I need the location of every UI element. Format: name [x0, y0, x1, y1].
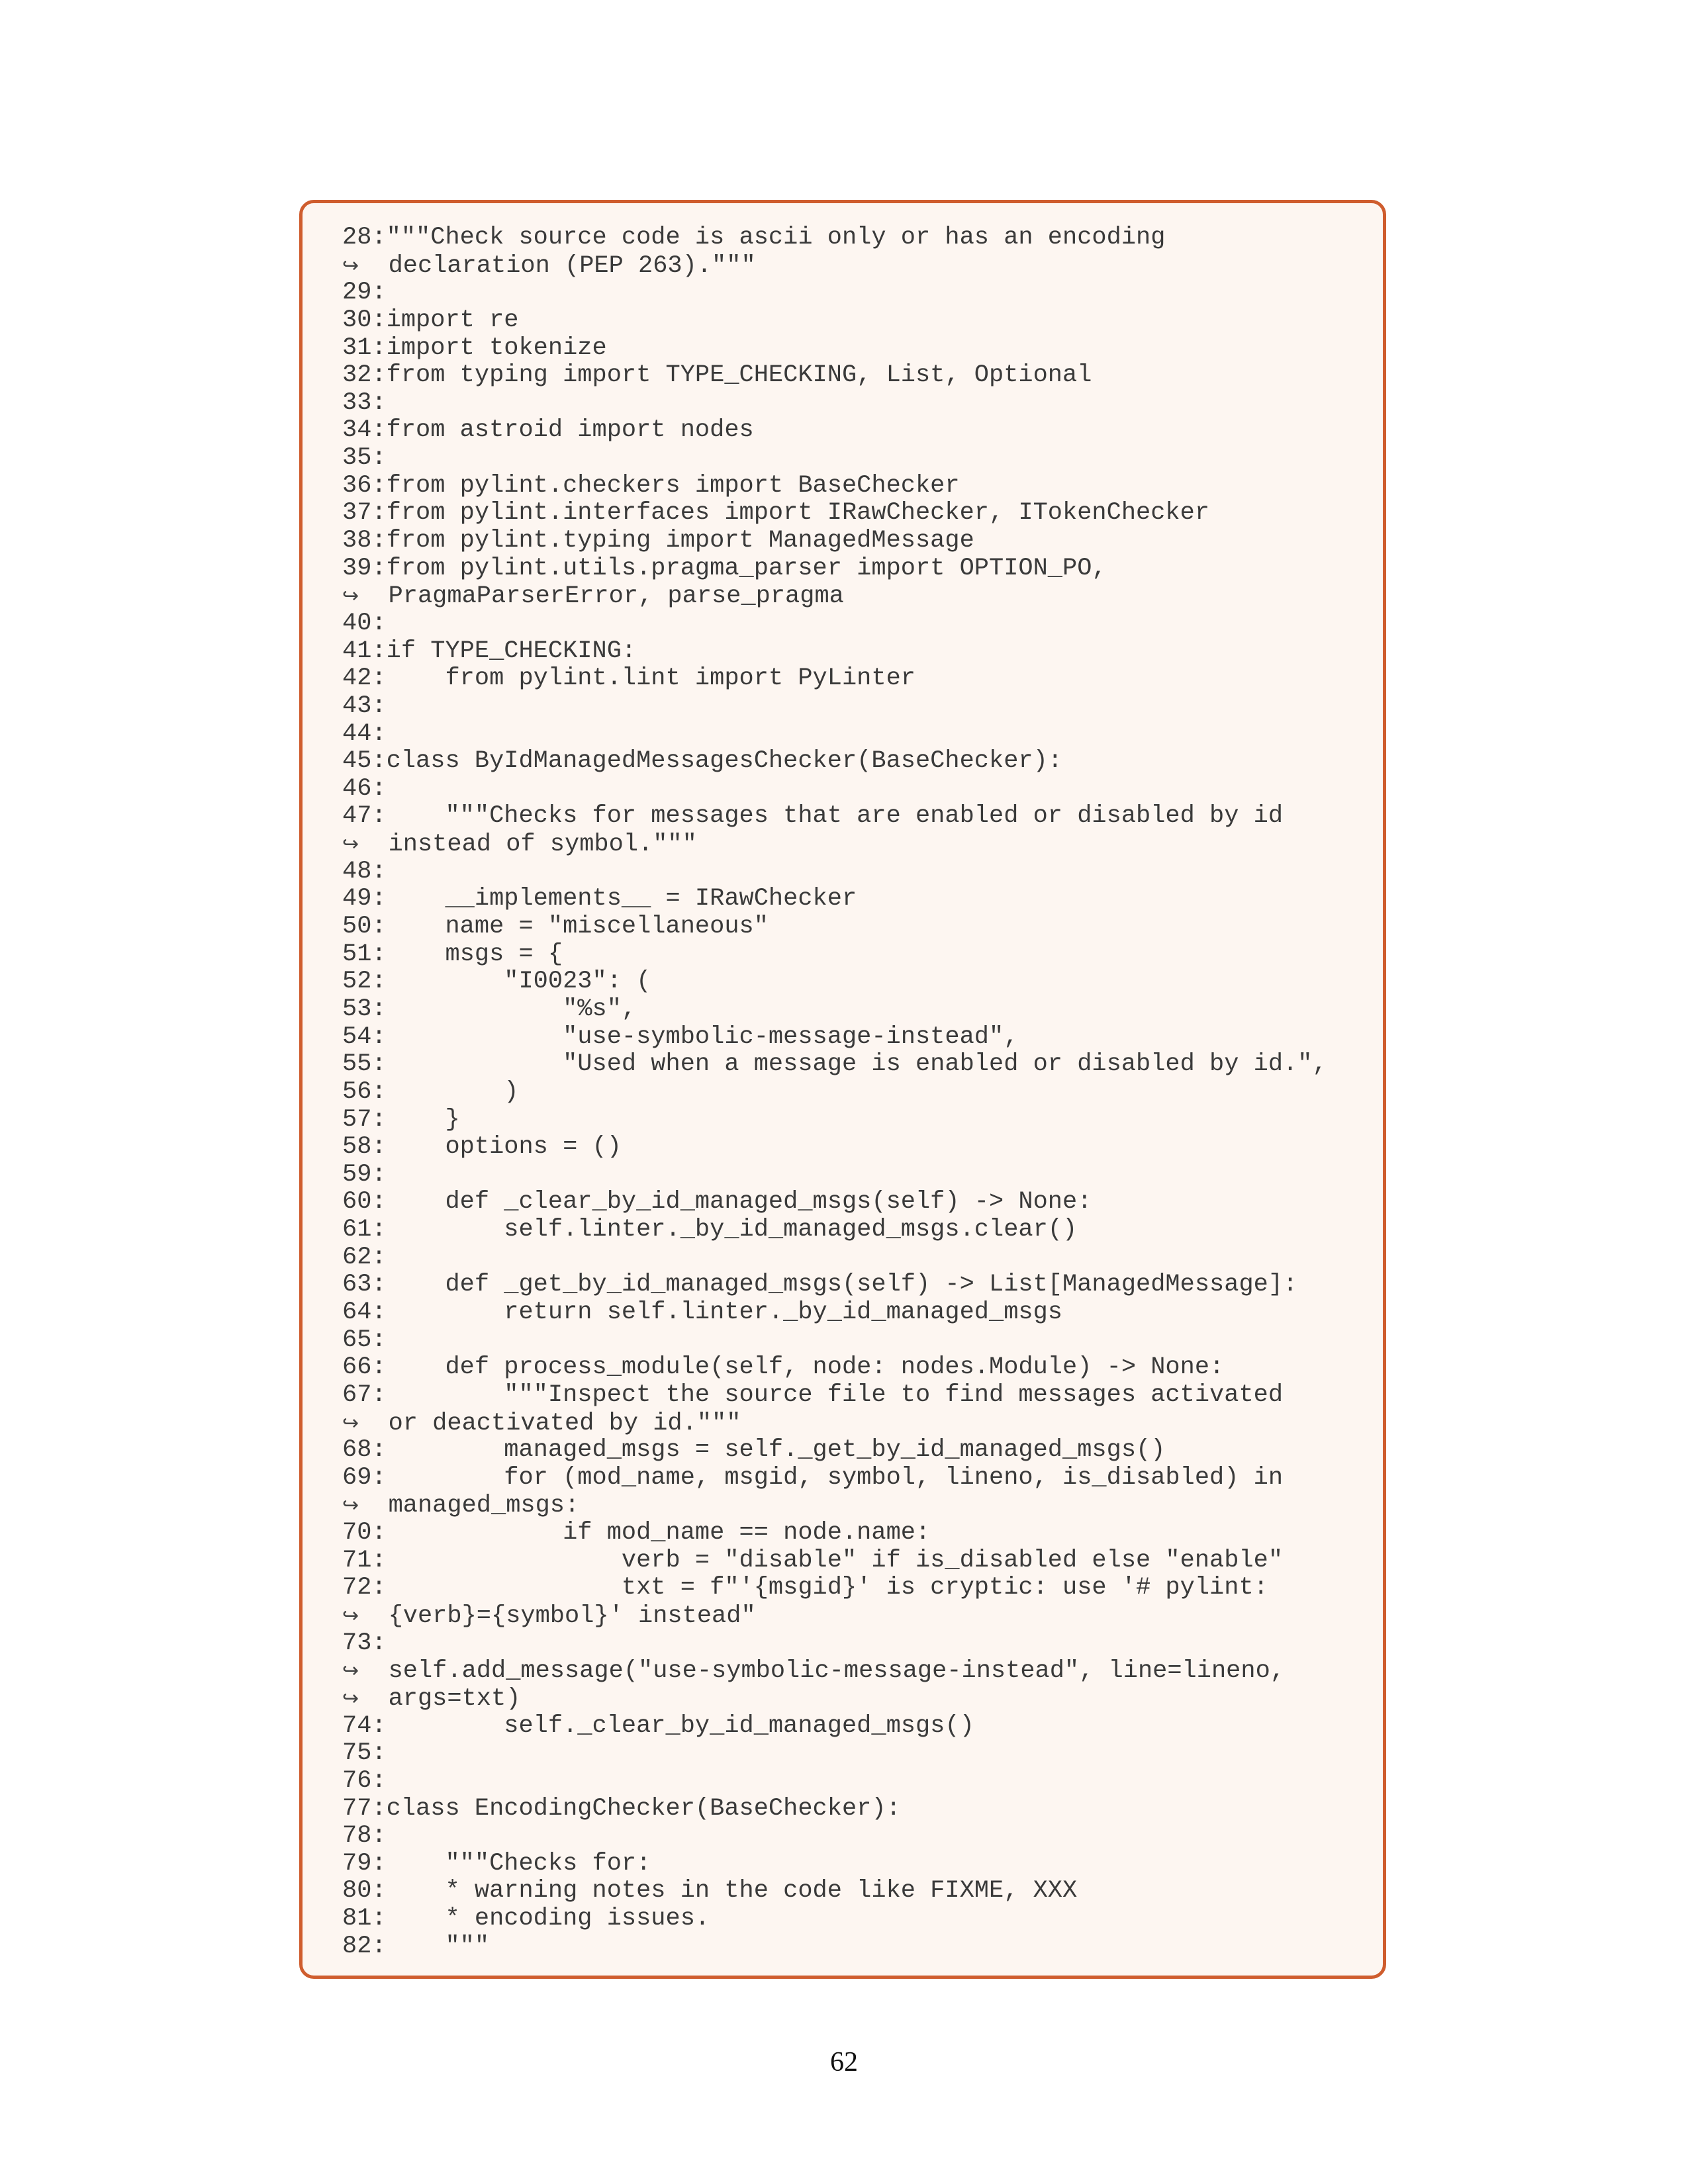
- code-line: [342, 1410, 1327, 1437]
- line-number: 40: [342, 609, 372, 637]
- line-number: 60: [342, 1188, 372, 1216]
- code-line: 65:: [342, 1326, 387, 1354]
- wrap-arrow-icon: ↪: [342, 1604, 359, 1628]
- code-text: name = "miscellaneous": [386, 913, 769, 941]
- code-line: [342, 1492, 1327, 1520]
- code-line: 43:: [342, 692, 387, 720]
- line-number: 56: [342, 1077, 372, 1106]
- code-text: msgs = {: [386, 940, 563, 968]
- line-number: 32: [342, 361, 372, 390]
- wrap-arrow-icon: ↪: [342, 1494, 359, 1518]
- line-number: 72: [342, 1574, 372, 1602]
- code-line: 75:: [342, 1739, 387, 1768]
- line-number: 46: [342, 774, 372, 803]
- line-number: 54: [342, 1023, 372, 1051]
- code-line: 77:class EncodingChecker(BaseChecker):: [342, 1794, 901, 1823]
- code-line: [342, 252, 1327, 280]
- line-number: 74: [342, 1711, 372, 1740]
- code-text: args=txt): [388, 1684, 521, 1713]
- line-number: 52: [342, 968, 372, 996]
- code-line: 34:from astroid import nodes: [342, 416, 754, 445]
- line-number: 67: [342, 1381, 372, 1409]
- line-number: 43: [342, 692, 372, 720]
- code-text: txt = f"'{msgid}' is cryptic: use '# pylint:: [386, 1574, 1268, 1602]
- code-text: managed_msgs:: [388, 1492, 580, 1520]
- wrap-arrow-icon: ↪: [342, 833, 359, 856]
- code-text: managed_msgs = self._get_by_id_managed_msgs(): [386, 1436, 1166, 1465]
- code-text: from pylint.checkers import BaseChecker: [386, 471, 960, 500]
- code-text: """Checks for:: [386, 1849, 651, 1878]
- code-line: 61: self.linter._by_id_managed_msgs.clear(): [342, 1216, 1078, 1244]
- code-line: 50: name = "miscellaneous": [342, 913, 769, 941]
- code-line: 56: ): [342, 1077, 519, 1106]
- line-number: 33: [342, 388, 372, 417]
- code-text: * encoding issues.: [386, 1905, 710, 1933]
- code-text: {verb}={symbol}' instead": [388, 1602, 756, 1631]
- code-line: 68: managed_msgs = self._get_by_id_managed_msgs(): [342, 1436, 1166, 1465]
- code-text: if mod_name == node.name:: [386, 1519, 931, 1547]
- code-line: [342, 582, 1327, 610]
- code-text: __implements__ = IRawChecker: [386, 885, 857, 913]
- code-line: 74: self._clear_by_id_managed_msgs(): [342, 1711, 974, 1740]
- line-number: 47: [342, 802, 372, 831]
- code-line: 31:import tokenize: [342, 334, 607, 362]
- wrap-arrow-icon: ↪: [342, 1686, 359, 1710]
- code-line: 57: }: [342, 1105, 460, 1134]
- code-text: """Checks for messages that are enabled or disabled by id: [386, 802, 1284, 831]
- code-text: }: [386, 1105, 460, 1134]
- line-number: 37: [342, 499, 372, 527]
- code-text: verb = "disable" if is_disabled else "enable": [386, 1546, 1284, 1574]
- line-number: 39: [342, 554, 372, 582]
- code-text: "Used when a message is enabled or disabled by id.",: [386, 1050, 1327, 1079]
- line-number: 69: [342, 1463, 372, 1492]
- code-text: "use-symbolic-message-instead",: [386, 1023, 1019, 1051]
- code-text: from astroid import nodes: [386, 416, 754, 445]
- code-text: self._clear_by_id_managed_msgs(): [386, 1711, 974, 1740]
- code-text: self.linter._by_id_managed_msgs.clear(): [386, 1216, 1078, 1244]
- code-line: 66: def process_module(self, node: nodes.Module) -> None:: [342, 1353, 1225, 1382]
- line-number: 31: [342, 334, 372, 362]
- code-line: 55: "Used when a message is enabled or disabled by id.",: [342, 1050, 1327, 1079]
- code-line: 67: """Inspect the source file to find messages activated: [342, 1381, 1284, 1409]
- code-line: 62:: [342, 1243, 387, 1271]
- line-number: 55: [342, 1050, 372, 1079]
- wrap-arrow-icon: ↪: [342, 1659, 359, 1683]
- code-line: 52: "I0023": (: [342, 968, 651, 996]
- code-text: def process_module(self, node: nodes.Module) -> None:: [386, 1353, 1225, 1382]
- code-line: [342, 1657, 1327, 1685]
- line-number: 38: [342, 527, 372, 555]
- code-line: 46:: [342, 774, 387, 803]
- code-line: 64: return self.linter._by_id_managed_msgs: [342, 1298, 1063, 1326]
- code-text: from pylint.utils.pragma_parser import OPTION_PO,: [386, 554, 1107, 582]
- line-number: 36: [342, 471, 372, 500]
- code-line: 36:from pylint.checkers import BaseChecker: [342, 471, 960, 500]
- code-text: def _get_by_id_managed_msgs(self) -> List[ManagedMessage]:: [386, 1271, 1298, 1299]
- code-line: 79: """Checks for:: [342, 1849, 651, 1878]
- line-number: 81: [342, 1905, 372, 1933]
- code-line: 45:class ByIdManagedMessagesChecker(BaseChecker):: [342, 747, 1063, 776]
- code-text: instead of symbol.""": [388, 831, 697, 859]
- line-number: 59: [342, 1160, 372, 1189]
- line-number: 64: [342, 1298, 372, 1326]
- code-listing: [342, 224, 1327, 1960]
- code-listing-box: [299, 200, 1386, 1979]
- code-line: 28:"""Check source code is ascii only or has an encoding: [342, 224, 1166, 251]
- code-line: 53: "%s",: [342, 995, 637, 1023]
- wrap-arrow-icon: ↪: [342, 584, 359, 608]
- code-line: 32:from typing import TYPE_CHECKING, List, Optional: [342, 361, 1092, 390]
- line-number: 66: [342, 1353, 372, 1382]
- line-number: 62: [342, 1243, 372, 1271]
- code-line: [342, 1685, 1327, 1713]
- code-line: 63: def _get_by_id_managed_msgs(self) -> List[ManagedMessage]:: [342, 1271, 1298, 1299]
- line-number: 73: [342, 1629, 372, 1657]
- code-line: 38:from pylint.typing import ManagedMessage: [342, 527, 974, 555]
- code-text: ): [386, 1077, 519, 1106]
- code-line: 33:: [342, 388, 387, 417]
- code-text: or deactivated by id.""": [388, 1409, 741, 1437]
- code-line: 44:: [342, 719, 387, 748]
- code-text: from pylint.interfaces import IRawChecker, ITokenChecker: [386, 499, 1210, 527]
- line-number: 79: [342, 1849, 372, 1878]
- line-number: 45: [342, 747, 372, 776]
- code-text: class ByIdManagedMessagesChecker(BaseChecker):: [386, 747, 1063, 776]
- line-number: 75: [342, 1739, 372, 1768]
- line-number: 63: [342, 1271, 372, 1299]
- code-line: 54: "use-symbolic-message-instead",: [342, 1023, 1019, 1051]
- line-number: 68: [342, 1436, 372, 1465]
- code-text: if TYPE_CHECKING:: [386, 637, 637, 665]
- code-line: 48:: [342, 857, 387, 886]
- code-text: PragmaParserError, parse_pragma: [388, 582, 844, 611]
- line-number: 78: [342, 1822, 372, 1850]
- code-line: 30:import re: [342, 306, 519, 334]
- line-number: 48: [342, 857, 372, 886]
- code-line: 81: * encoding issues.: [342, 1905, 710, 1933]
- code-line: [342, 1602, 1327, 1630]
- wrap-arrow-icon: ↪: [342, 1411, 359, 1435]
- line-number: 50: [342, 913, 372, 941]
- line-number: 71: [342, 1546, 372, 1574]
- code-line: 70: if mod_name == node.name:: [342, 1519, 931, 1547]
- line-number: 53: [342, 995, 372, 1023]
- code-line: 78:: [342, 1822, 387, 1850]
- line-number: 42: [342, 664, 372, 693]
- code-line: 47: """Checks for messages that are enabled or disabled by id: [342, 802, 1284, 831]
- code-line: 80: * warning notes in the code like FIXME, XXX: [342, 1877, 1078, 1905]
- line-number: 61: [342, 1216, 372, 1244]
- code-text: class EncodingChecker(BaseChecker):: [386, 1794, 901, 1823]
- code-line: 35:: [342, 444, 387, 473]
- line-number: 28: [342, 224, 372, 251]
- code-line: 73:: [342, 1629, 387, 1657]
- code-line: 76:: [342, 1766, 387, 1795]
- line-number: 34: [342, 416, 372, 445]
- code-line: 72: txt = f"'{msgid}' is cryptic: use '# pylint:: [342, 1574, 1268, 1602]
- line-number: 70: [342, 1519, 372, 1547]
- code-text: from pylint.lint import PyLinter: [386, 664, 915, 693]
- code-text: "%s",: [386, 995, 637, 1023]
- code-line: 37:from pylint.interfaces import IRawChecker, ITokenChecker: [342, 499, 1210, 527]
- code-text: """Inspect the source file to find messages activated: [386, 1381, 1284, 1409]
- code-line: 82: """: [342, 1932, 490, 1960]
- code-text: import tokenize: [386, 334, 607, 362]
- line-number: 44: [342, 719, 372, 748]
- line-number: 82: [342, 1932, 372, 1960]
- code-line: 40:: [342, 609, 387, 637]
- line-number: 51: [342, 940, 372, 968]
- line-number: 58: [342, 1133, 372, 1161]
- code-text: options = (): [386, 1133, 622, 1161]
- code-text: for (mod_name, msgid, symbol, lineno, is_disabled) in: [386, 1463, 1284, 1492]
- line-number: 57: [342, 1105, 372, 1134]
- code-text: * warning notes in the code like FIXME, XXX: [386, 1877, 1078, 1905]
- code-line: 69: for (mod_name, msgid, symbol, lineno, is_disabled) in: [342, 1463, 1284, 1492]
- code-line: 60: def _clear_by_id_managed_msgs(self) -> None:: [342, 1188, 1092, 1216]
- code-line: 39:from pylint.utils.pragma_parser import OPTION_PO,: [342, 554, 1107, 582]
- code-text: from pylint.typing import ManagedMessage: [386, 527, 974, 555]
- line-number: 35: [342, 444, 372, 473]
- line-number: 29: [342, 279, 372, 307]
- code-line: 58: options = (): [342, 1133, 622, 1161]
- line-number: 30: [342, 306, 372, 334]
- code-text: def _clear_by_id_managed_msgs(self) -> None:: [386, 1188, 1092, 1216]
- line-number: 65: [342, 1326, 372, 1354]
- code-text: """Check source code is ascii only or has an encoding: [386, 224, 1166, 251]
- line-number: 76: [342, 1766, 372, 1795]
- code-text: declaration (PEP 263).""": [388, 251, 756, 280]
- code-text: from typing import TYPE_CHECKING, List, Optional: [386, 361, 1092, 390]
- code-line: 42: from pylint.lint import PyLinter: [342, 664, 915, 693]
- line-number: 80: [342, 1877, 372, 1905]
- code-line: [342, 831, 1327, 858]
- code-line: 71: verb = "disable" if is_disabled else "enable": [342, 1546, 1284, 1574]
- page-number: 62: [830, 2047, 858, 2077]
- code-text: """: [386, 1932, 490, 1960]
- code-text: import re: [386, 306, 519, 334]
- code-line: 49: __implements__ = IRawChecker: [342, 885, 857, 913]
- line-number: 49: [342, 885, 372, 913]
- code-line: 51: msgs = {: [342, 940, 563, 968]
- line-number: 41: [342, 637, 372, 665]
- code-text: self.add_message("use-symbolic-message-instead", line=lineno,: [388, 1657, 1285, 1686]
- code-text: "I0023": (: [386, 968, 651, 996]
- code-line: 29:: [342, 279, 387, 307]
- code-text: return self.linter._by_id_managed_msgs: [386, 1298, 1063, 1326]
- wrap-arrow-icon: ↪: [342, 253, 359, 277]
- code-line: 41:if TYPE_CHECKING:: [342, 637, 637, 665]
- code-line: 59:: [342, 1160, 387, 1189]
- line-number: 77: [342, 1794, 372, 1823]
